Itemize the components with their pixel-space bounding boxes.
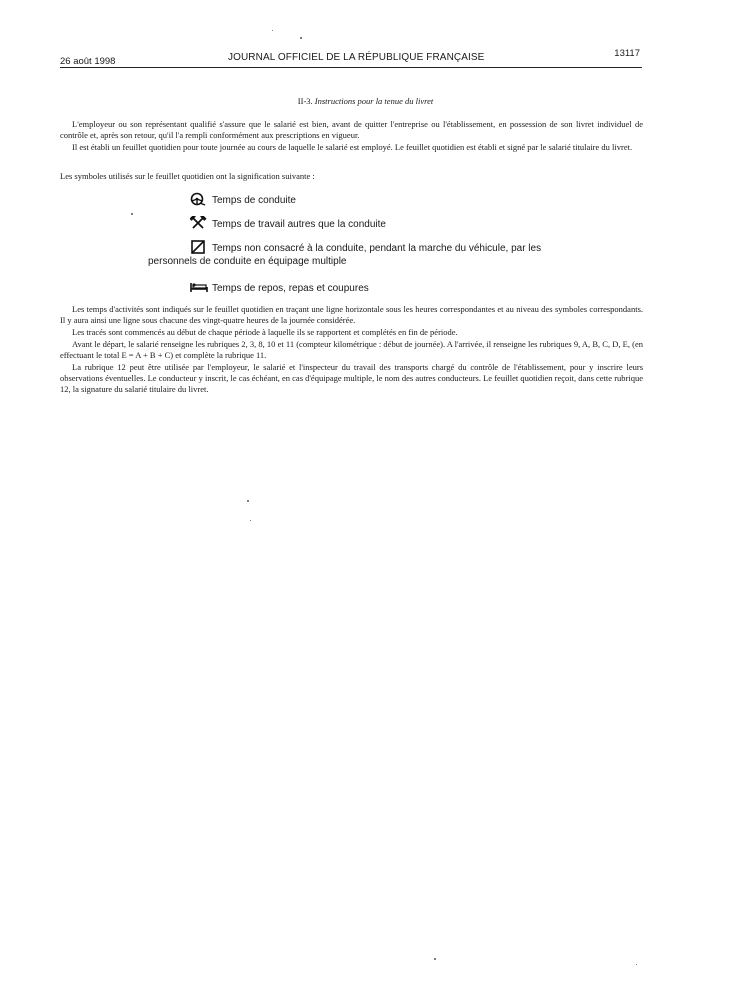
paragraph-1 [60,119,643,141]
legend-rest [190,280,369,294]
paragraph-2-text: Il est établi un feuillet quotidien pour toute journée au cours de laquelle le salarié est employé. Le feuillet quotidien est établi et signé par le salarié titulaire du livret. [72,142,633,152]
scan-speck [247,500,249,502]
paragraph-7-text: La rubrique 12 peut être utilisée par l'employeur, le salarié et l'inspecteur du travail des transports chargé du contrôle de l'établissement, pour y inscrire leurs observations éventuelles. Le conducteur y inscrit, le cas échéant, en cas d'équipage multiple, le nom des autres conducteurs. Le feuillet quotidien reçoit, dans cette rubrique 12, la signature du salarié titulaire du livret. [60,362,643,394]
legend-other-work [190,216,386,230]
paragraph-5 [60,327,643,338]
paragraph-4-text: Les temps d'activités sont indiqués sur le feuillet quotidien en traçant une ligne horizontale sous les heures correspondantes et au niveau des symboles correspondants. Il y aura ainsi une ligne sous chacune des vingt-quatre heures de la journée considérée. [60,304,643,325]
paragraph-4 [60,304,643,326]
paragraph-6 [60,339,643,361]
legend-driving-label: Temps de conduite [212,195,296,206]
legend-availability-label: Temps non consacré à la conduite, pendant la marche du véhicule, par les [212,243,542,254]
steering-wheel-icon [190,192,208,206]
page-number: 13117 [614,48,640,59]
paragraph-3 [60,171,643,182]
scan-speck [636,964,637,965]
scan-speck [434,958,436,960]
bed-icon [190,280,208,294]
issue-date: 26 août 1998 [60,56,116,67]
paragraph-7 [60,362,643,395]
paragraph-2 [60,142,643,153]
legend-rest-label: Temps de repos, repas et coupures [212,283,369,294]
legend-availability-continued: personnels de conduite en équipage multiple [148,256,347,267]
crossed-hammers-icon [190,216,208,230]
journal-title: JOURNAL OFFICIEL DE LA RÉPUBLIQUE FRANÇAISE [228,52,485,63]
section-number: II-3. [297,96,313,106]
paragraph-5-text: Les tracés sont commencés au début de chaque période à laquelle ils se rapportent et complétés en fin de période. [72,327,458,337]
scan-speck [300,37,302,39]
header-rule [60,67,642,68]
scan-speck [250,520,251,521]
paragraph-3-text: Les symboles utilisés sur le feuillet quotidien ont la signification suivante : [60,171,315,181]
legend-availability [190,240,541,254]
section-title [0,96,731,106]
scan-speck [131,213,133,215]
page-header [60,48,640,68]
boxed-diagonal-icon [190,240,208,254]
legend-driving [190,192,296,206]
paragraph-6-text: Avant le départ, le salarié renseigne les rubriques 2, 3, 8, 10 et 11 (compteur kilométrique : début de journée). A l'arrivée, il renseigne les rubriques 9, A, B, C, D, E, (en effectuant le total E = A + B + C) et complète la rubrique 11. [60,339,643,360]
paragraph-1-text: L'employeur ou son représentant qualifié s'assure que le salarié est bien, avant de quitter l'entreprise ou l'établissement, en possession de son livret individuel de contrôle et, après son retour, qu'il l'a rempli conformément aux prescriptions en vigueur. [60,119,643,140]
legend-other-work-label: Temps de travail autres que la conduite [212,219,386,230]
scan-speck [272,30,273,31]
section-heading: Instructions pour la tenue du livret [314,96,434,106]
